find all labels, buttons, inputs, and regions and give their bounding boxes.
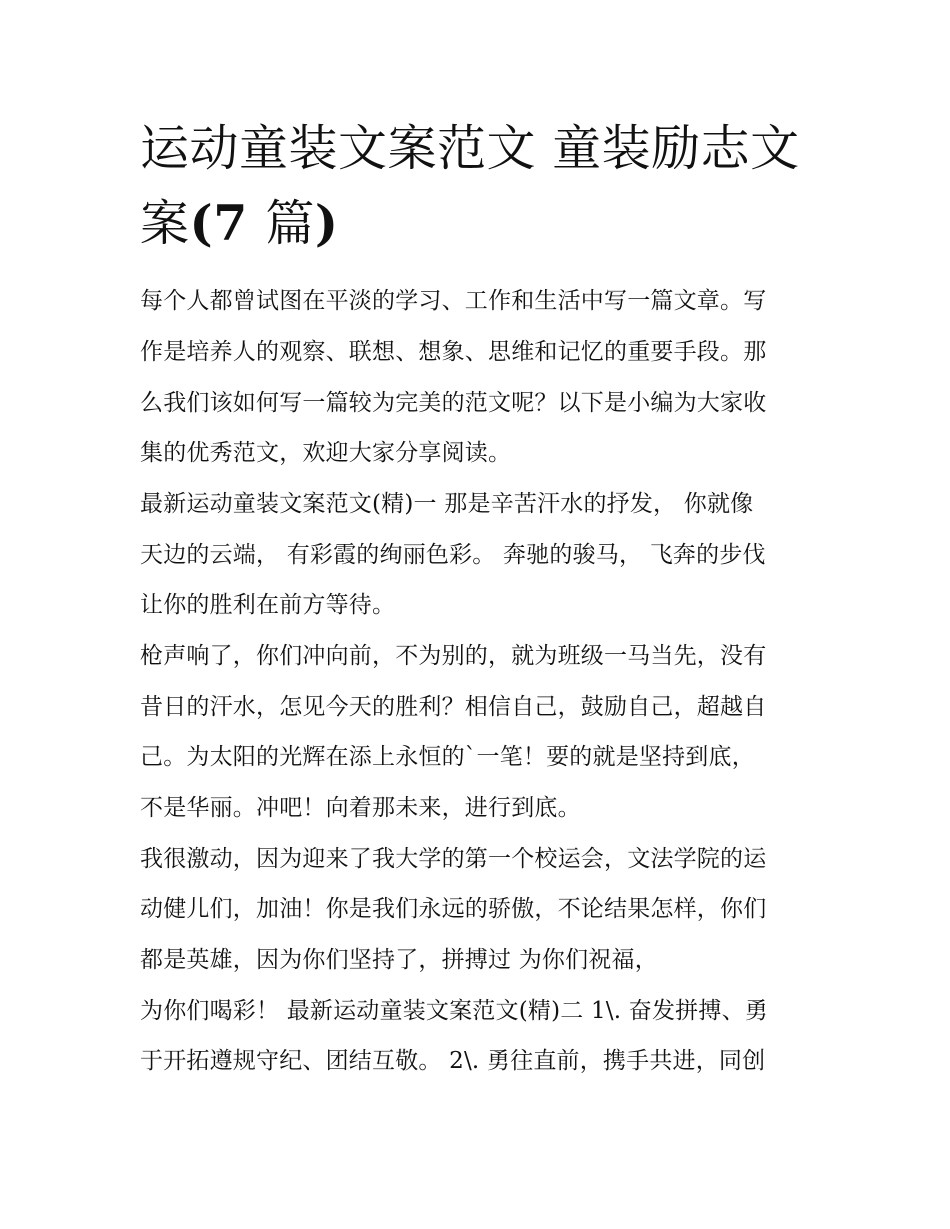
body-line: 为你们喝彩！ 最新运动童装文案范文(精)二 1\. 奋发拼搏、勇	[140, 998, 768, 1024]
body-line: 天边的云端， 有彩霞的绚丽色彩。 奔驰的骏马， 飞奔的步伐	[140, 542, 766, 568]
body-line: 集的优秀范文，欢迎大家分享阅读。	[140, 440, 512, 466]
document-title	[140, 112, 820, 261]
body-line: 于开拓遵规守纪、团结互敬。 2\. 勇往直前，携手共进，同创	[140, 1048, 766, 1074]
body-line: 枪声响了，你们冲向前，不为别的，就为班级一马当先，没有	[140, 643, 767, 669]
body-line: 每个人都曾试图在平淡的学习、工作和生活中写一篇文章。写	[140, 288, 767, 314]
body-line: 动健儿们，加油！你是我们永远的骄傲，不论结果怎样，你们	[140, 896, 767, 922]
title-line-2-b: (7	[189, 194, 266, 252]
title-line-2-c: 篇	[265, 195, 315, 252]
body-line: 己。为太阳的光辉在添上永恒的`一笔！要的就是坚持到底，	[140, 744, 755, 770]
title-line-1: 运动童装文案范文 童装励志文	[140, 120, 800, 177]
body-line: 让你的胜利在前方等待。	[140, 592, 396, 618]
body-line: 最新运动童装文案范文(精)一 那是辛苦汗水的抒发， 你就像	[140, 491, 754, 517]
body-line: 不是华丽。冲吧！向着那未来，进行到底。	[140, 795, 581, 821]
title-line-2-a: 案	[140, 195, 190, 252]
body-line: 作是培养人的观察、联想、想象、思维和记忆的重要手段。那	[140, 339, 767, 365]
body-line: 我很激动，因为迎来了我大学的第一个校运会，文法学院的运	[140, 846, 767, 872]
body-line: 都是英雄，因为你们坚持了，拼搏过 为你们祝福，	[140, 947, 658, 973]
body-line: 昔日的汗水，怎见今天的胜利？相信自己，鼓励自己，超越自	[140, 694, 767, 720]
title-line-2-d: )	[314, 194, 339, 252]
body-line: 么我们该如何写一篇较为完美的范文呢？以下是小编为大家收	[140, 390, 767, 416]
